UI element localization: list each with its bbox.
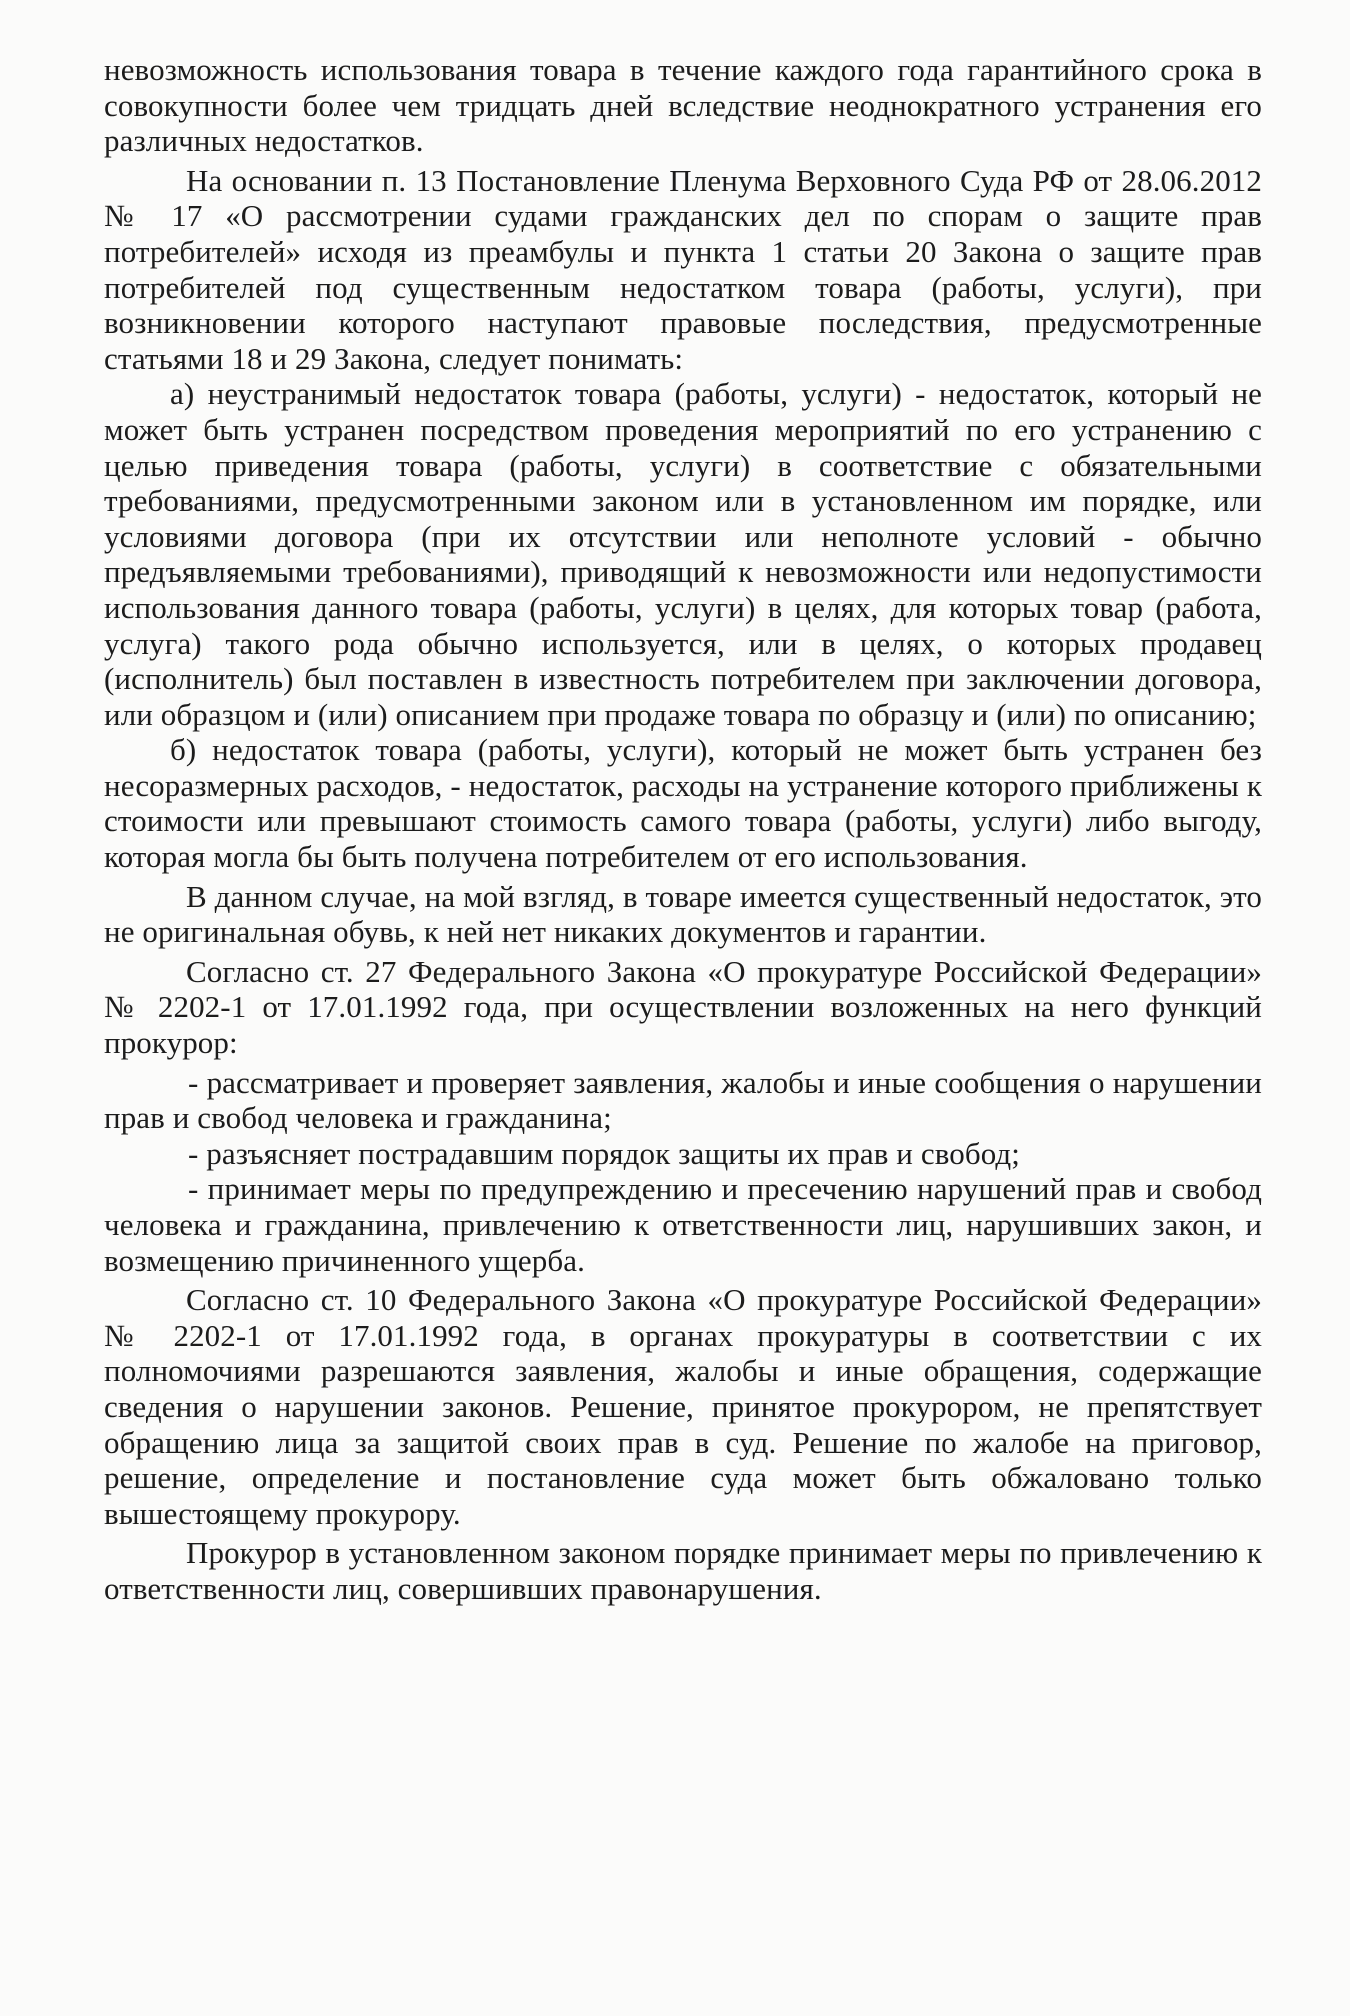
paragraph-opinion: В данном случае, на мой взгляд, в товаре имеется существенный недостаток, это не оригинальная обувь, к ней нет никаких документов и гарантии. [104,878,1262,950]
document-body [104,52,1262,1607]
paragraph-article-10: Согласно ст. 10 Федерального Закона «О прокуратуре Российской Федерации» № 2202-1 от 17.01.1992 года, в органах прокуратуры в соответствии с их полномочиями разрешаются заявления, жалобы и иные обращения, содержащие сведения о нарушении законов. Решение, принятое прокурором, не препятствует обращению лица за защитой своих прав в суд. Решение по жалобе на приговор, решение, определение и постановление суда может быть обжаловано только вышестоящему прокурору. [104,1282,1262,1531]
paragraph-continuation: невозможность использования товара в течение каждого года гарантийного срока в совокупности более чем тридцать дней вследствие неоднократного устранения его различных недостатков. [104,52,1262,159]
paragraph-item-b: б) недостаток товара (работы, услуги), который не может быть устранен без несоразмерных расходов, - недостаток, расходы на устранение которого приближены к стоимости или превышают стоимость самого товара (работы, услуги) либо выгоду, которая могла бы быть получена потребителем от его использования. [104,732,1262,875]
paragraph-prosecutor: Прокурор в установленном законом порядке принимает меры по привлечению к ответственности лиц, совершивших правонарушения. [104,1535,1262,1606]
paragraph-dash-measures: - принимает меры по предупреждению и пресечению нарушений прав и свобод человека и гражданина, привлечению к ответственности лиц, нарушивших закон, и возмещению причиненного ущерба. [104,1171,1262,1278]
paragraph-article-27: Согласно ст. 27 Федерального Закона «О прокуратуре Российской Федерации» № 2202-1 от 17.01.1992 года, при осуществлении возложенных на него функций прокурор: [104,953,1262,1061]
paragraph-item-a: а) неустранимый недостаток товара (работы, услуги) - недостаток, который не может быть устранен посредством проведения мероприятий по его устранению с целью приведения товара (работы, услуги) в соответствие с обязательными требованиями, предусмотренными законом или в установленном им порядке, или условиями договора (при их отсутствии или неполноте условий - обычно предъявляемыми требованиями), приводящий к невозможности или недопустимости использования данного товара (работы, услуги) в целях, для которых товар (работа, услуга) такого рода обычно используется, или в целях, о которых продавец (исполнитель) был поставлен в известность потребителем при заключении договора, или образцом и (или) описанием при продаже товара по образцу и (или) по описанию; [104,376,1262,732]
paragraph-dash-review: - рассматривает и проверяет заявления, жалобы и иные сообщения о нарушении прав и свобод человека и гражданина; [104,1064,1262,1136]
paragraph-plenum-basis: На основании п. 13 Постановление Пленума Верховного Суда РФ от 28.06.2012 № 17 «О рассмотрении судами гражданских дел по спорам о защите прав потребителей» исходя из преамбулы и пункта 1 статьи 20 Закона о защите прав потребителей под существенным недостатком товара (работы, услуги), при возникновении которого наступают правовые последствия, предусмотренные статьями 18 и 29 Закона, следует понимать: [104,162,1262,376]
paragraph-dash-explain: - разъясняет пострадавшим порядок защиты их прав и свобод; [188,1135,1020,1171]
